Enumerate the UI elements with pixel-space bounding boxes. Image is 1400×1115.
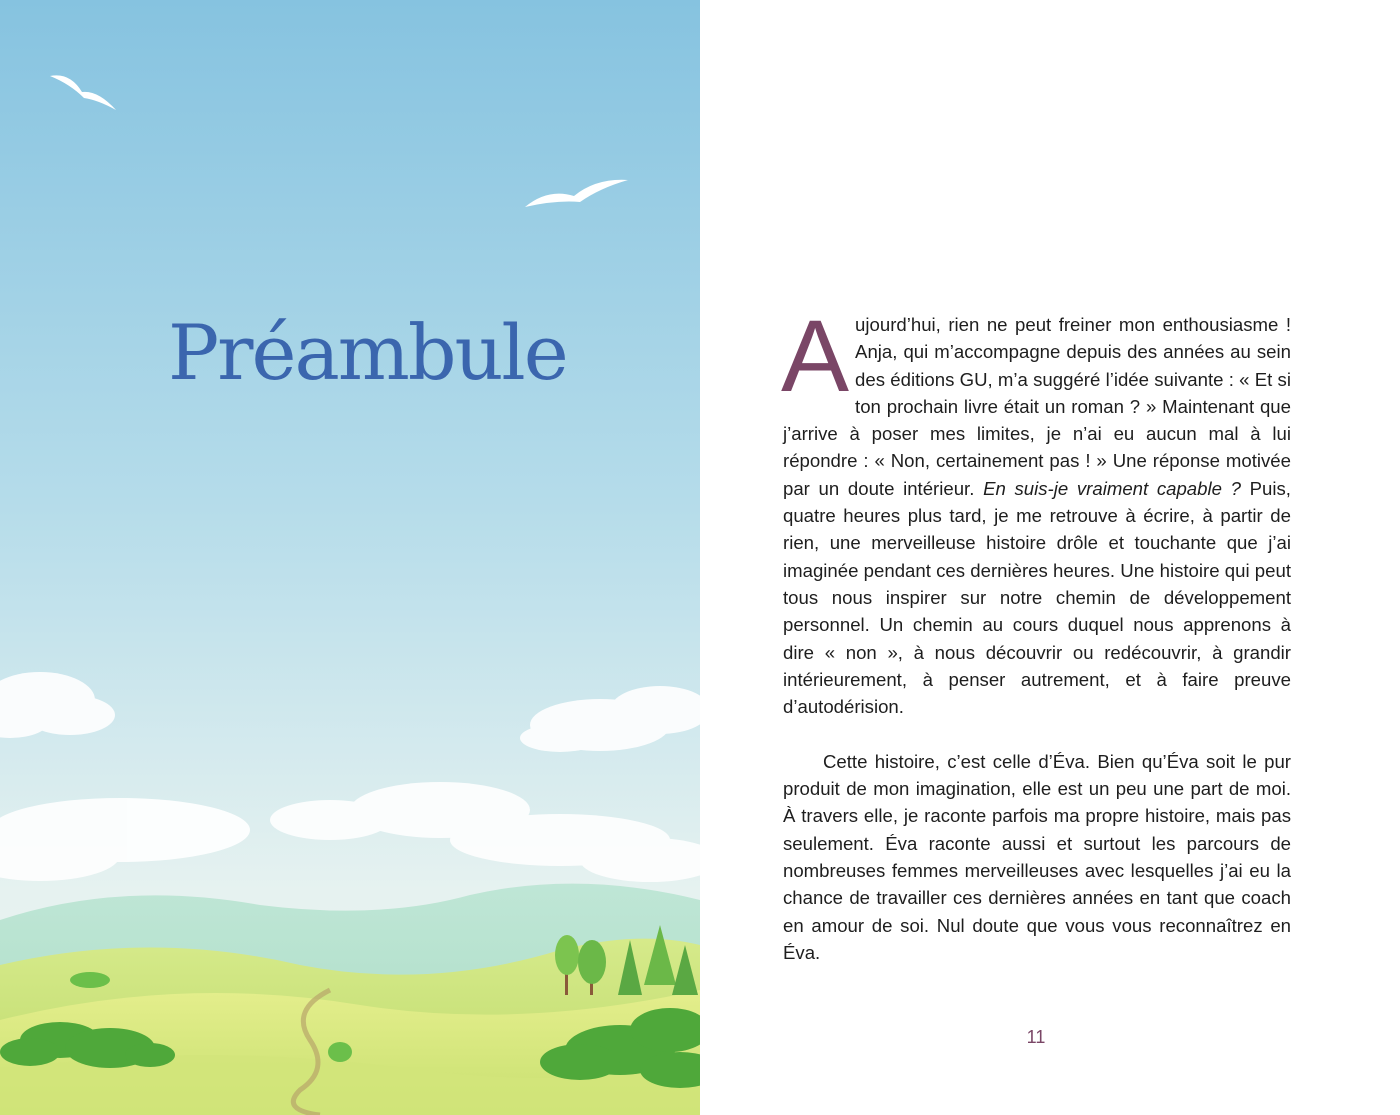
paragraph-1-end: Puis, quatre heures plus tard, je me retrouve à écrire, à partir de rien, une merveilleuse histoire drôle et touchante que j’ai imaginée pendant ces dernières heures. Une histoire qui peut tous nous inspirer sur notre chemin de développement personnel. Un chemin au cours duquel nous apprenons à dire « non », à nous découvrir ou redécouvrir, à grandir intérieurement, à penser autrement, et à faire preuve d’autodérision.	[783, 477, 1291, 718]
page-number: 11	[1026, 1027, 1046, 1047]
body-text	[781, 299, 1291, 966]
paragraph-2: Cette histoire, c’est celle d’Éva. Bien qu’Éva soit le pur produit de mon imagination, elle est un peu une part de moi. À travers elle, je raconte parfois ma propre histoire, mais pas seulement. Éva raconte aussi et surtout les parcours de nombreuses femmes merveilleuses avec lesquelles j’ai eu la chance de travailler ces dernières années en tant que coach en amour de soi. Nul doute que vous vous reconnaîtrez en Éva.	[783, 750, 1291, 963]
paragraph-1	[781, 299, 1291, 720]
right-page	[700, 0, 1400, 1115]
paragraph-1-italic: En suis-je vraiment capable ?	[983, 477, 1241, 499]
paragraph-1-text: ujourd’hui, rien ne peut freiner mon enthousiasme ! Anja, qui m’accompagne depuis des années au sein des éditions GU, m’a suggéré l’idée suivante : « Et si ton prochain livre était un roman ? » Maintenant que j’arrive à poser mes limites, je n’ai eu aucun mal à lui répondre : « Non, certainement pas ! » Une réponse motivée par un doute intérieur.	[783, 314, 1291, 499]
page-title: Préambule	[168, 308, 567, 397]
drop-cap: A	[781, 299, 850, 413]
